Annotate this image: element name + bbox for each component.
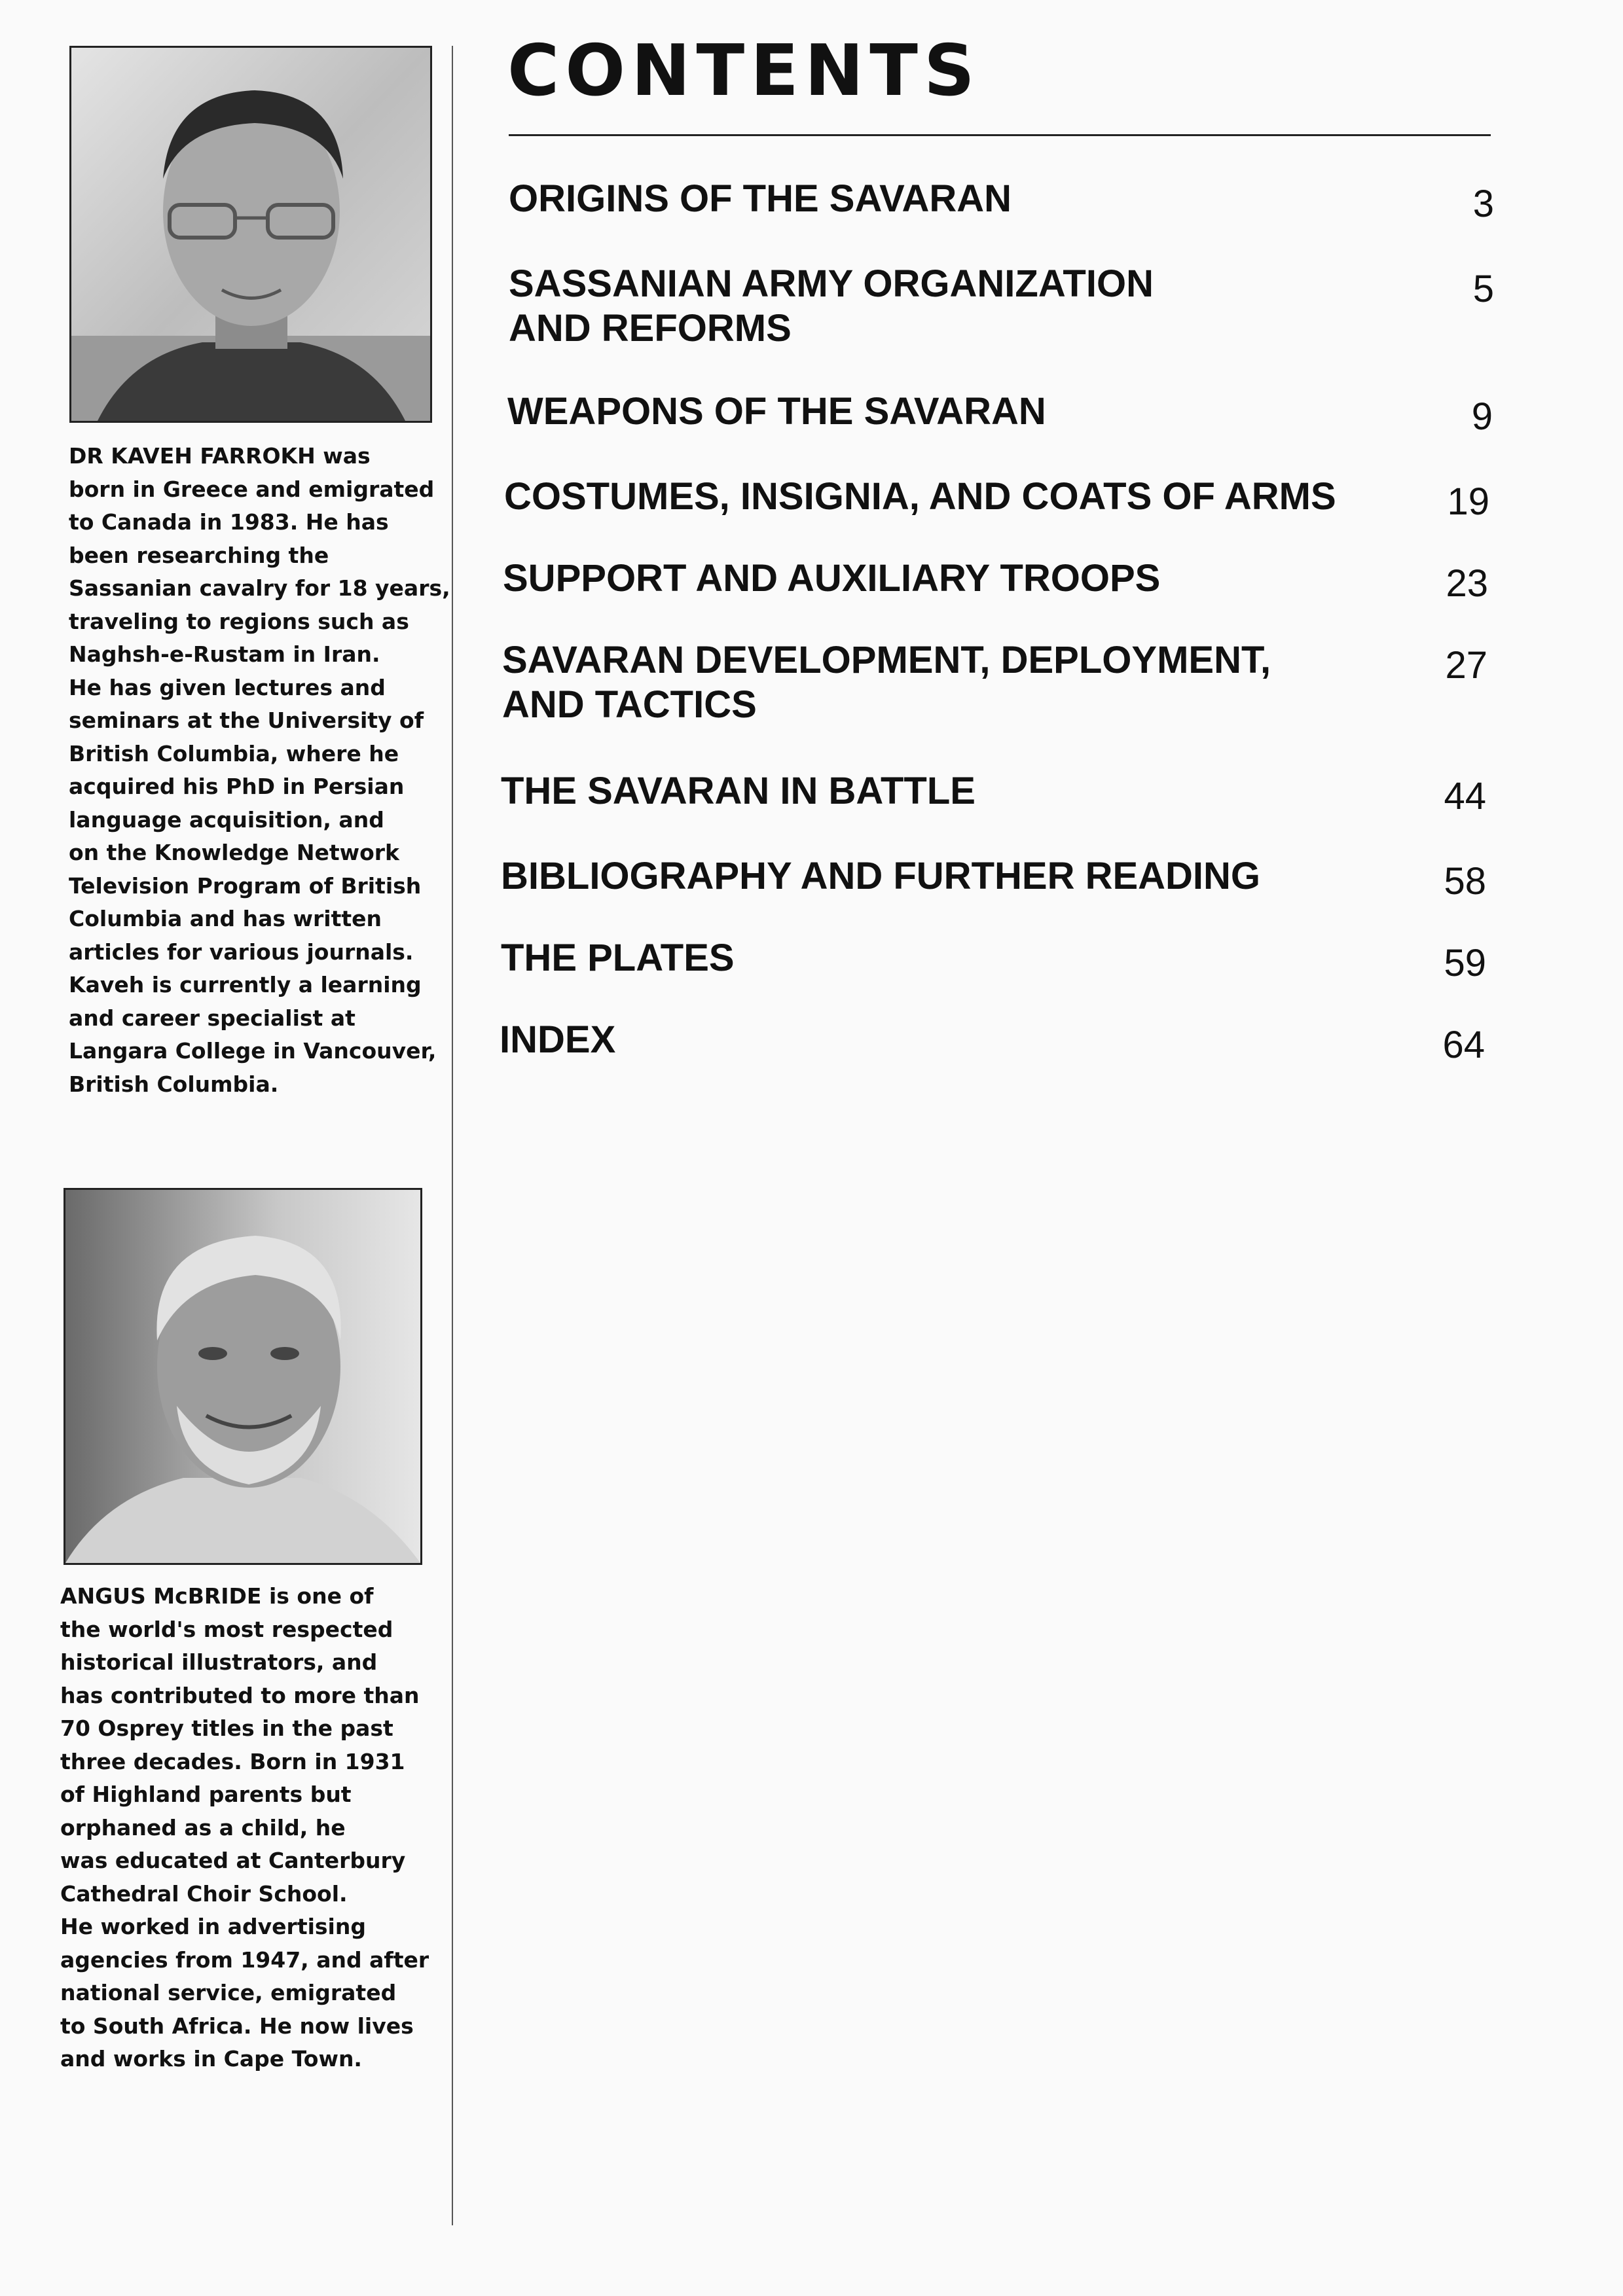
toc-title-line: THE SAVARAN IN BATTLE — [501, 770, 976, 812]
toc-page-number: 59 — [1444, 942, 1486, 984]
bio-line: orphaned as a child, he — [60, 1814, 346, 1840]
toc-title-line: AND TACTICS — [502, 683, 757, 726]
bio-line: historical illustrators, and — [60, 1649, 378, 1675]
bio-line: was educated at Canterbury — [60, 1848, 406, 1873]
toc-page-number: 5 — [1472, 268, 1494, 310]
toc-page-number: 58 — [1444, 860, 1486, 903]
toc-title-line: COSTUMES, INSIGNIA, AND COATS OF ARMS — [504, 475, 1336, 518]
toc-title-line: ORIGINS OF THE SAVARAN — [509, 177, 1012, 220]
bio-line: and career specialist at — [69, 1005, 356, 1031]
bio-line: of Highland parents but — [60, 1782, 352, 1807]
bio-line: on the Knowledge Network — [69, 840, 399, 865]
toc-entry-title — [504, 475, 1336, 519]
toc-page-number: 23 — [1446, 562, 1488, 605]
toc-entry-title — [500, 1018, 615, 1062]
bio-line: Television Program of British — [69, 872, 422, 899]
bio-line: language acquisition, and — [69, 806, 384, 833]
toc-page-number: 3 — [1472, 183, 1494, 225]
bio-line: DR KAVEH FARROKH was — [69, 443, 371, 469]
illustrator-bio — [60, 1580, 427, 2076]
bio-line: Kaveh is currently a learning — [69, 972, 422, 997]
toc-title-line: THE PLATES — [501, 937, 735, 979]
toc-entry-title — [503, 556, 1160, 601]
toc-title-line: BIBLIOGRAPHY AND FURTHER READING — [501, 855, 1261, 897]
toc-entry-title — [501, 854, 1260, 899]
toc-entry-title — [509, 262, 1154, 351]
bio-line: Columbia and has written — [69, 906, 382, 931]
toc-title-line: WEAPONS OF THE SAVARAN — [507, 390, 1046, 433]
bio-line: Langara College in Vancouver, — [69, 1038, 437, 1064]
bio-line: British Columbia, where he — [69, 740, 399, 766]
title-rule — [509, 134, 1491, 136]
bio-line: seminars at the University of — [69, 708, 424, 733]
bio-line: to South Africa. He now lives — [60, 2013, 414, 2039]
toc-entry-title — [502, 638, 1271, 727]
bio-line: and works in Cape Town. — [60, 2046, 362, 2072]
toc-page-number: 9 — [1471, 395, 1493, 438]
toc-page-number: 27 — [1445, 644, 1487, 687]
toc-page-number: 64 — [1442, 1024, 1485, 1066]
bio-line: traveling to regions such as — [69, 608, 409, 634]
bio-line: Sassanian cavalry for 18 years, — [69, 575, 450, 601]
bio-line: ANGUS McBRIDE is one of — [60, 1583, 374, 1609]
toc-page-number: 44 — [1444, 775, 1486, 817]
bio-line: has contributed to more than — [60, 1682, 420, 1708]
author-portrait-icon — [71, 48, 430, 421]
column-divider — [452, 46, 453, 2225]
bio-line: national service, emigrated — [60, 1980, 397, 2005]
bio-line: born in Greece and emigrated — [69, 476, 435, 502]
bio-line: acquired his PhD in Persian — [69, 774, 405, 799]
bio-line: Naghsh-e-Rustam in Iran. — [69, 641, 380, 667]
illustrator-portrait-icon — [65, 1190, 420, 1563]
bio-line: three decades. Born in 1931 — [60, 1748, 405, 1774]
toc-entry-title — [509, 177, 1012, 221]
bio-line: agencies from 1947, and after — [60, 1946, 429, 1973]
bio-line: been researching the — [69, 542, 329, 568]
page-title: CONTENTS — [507, 30, 981, 112]
bio-line: the world's most respected — [60, 1616, 393, 1642]
toc-title-line: AND REFORMS — [509, 307, 792, 350]
toc-title-line: INDEX — [500, 1018, 616, 1061]
toc-entry-title — [501, 769, 976, 814]
bio-line: to Canada in 1983. He has — [69, 509, 389, 535]
bio-line: He has given lectures and — [69, 674, 386, 700]
toc-entry-title — [501, 936, 735, 980]
bio-line: He worked in advertising — [60, 1914, 366, 1939]
toc-title-line: SASSANIAN ARMY ORGANIZATION — [509, 262, 1154, 305]
bio-line: articles for various journals. — [69, 939, 414, 965]
author-photo — [69, 46, 432, 423]
bio-line: 70 Osprey titles in the past — [60, 1715, 393, 1741]
bio-line: Cathedral Choir School. — [60, 1880, 348, 1907]
author-bio — [69, 440, 450, 1101]
illustrator-photo — [64, 1188, 422, 1565]
toc-title-line: SUPPORT AND AUXILIARY TROOPS — [503, 557, 1161, 600]
bio-line: British Columbia. — [69, 1071, 279, 1097]
toc-page-number: 19 — [1447, 480, 1489, 523]
toc-entry-title — [507, 389, 1046, 434]
toc-title-line: SAVARAN DEVELOPMENT, DEPLOYMENT, — [502, 639, 1271, 681]
